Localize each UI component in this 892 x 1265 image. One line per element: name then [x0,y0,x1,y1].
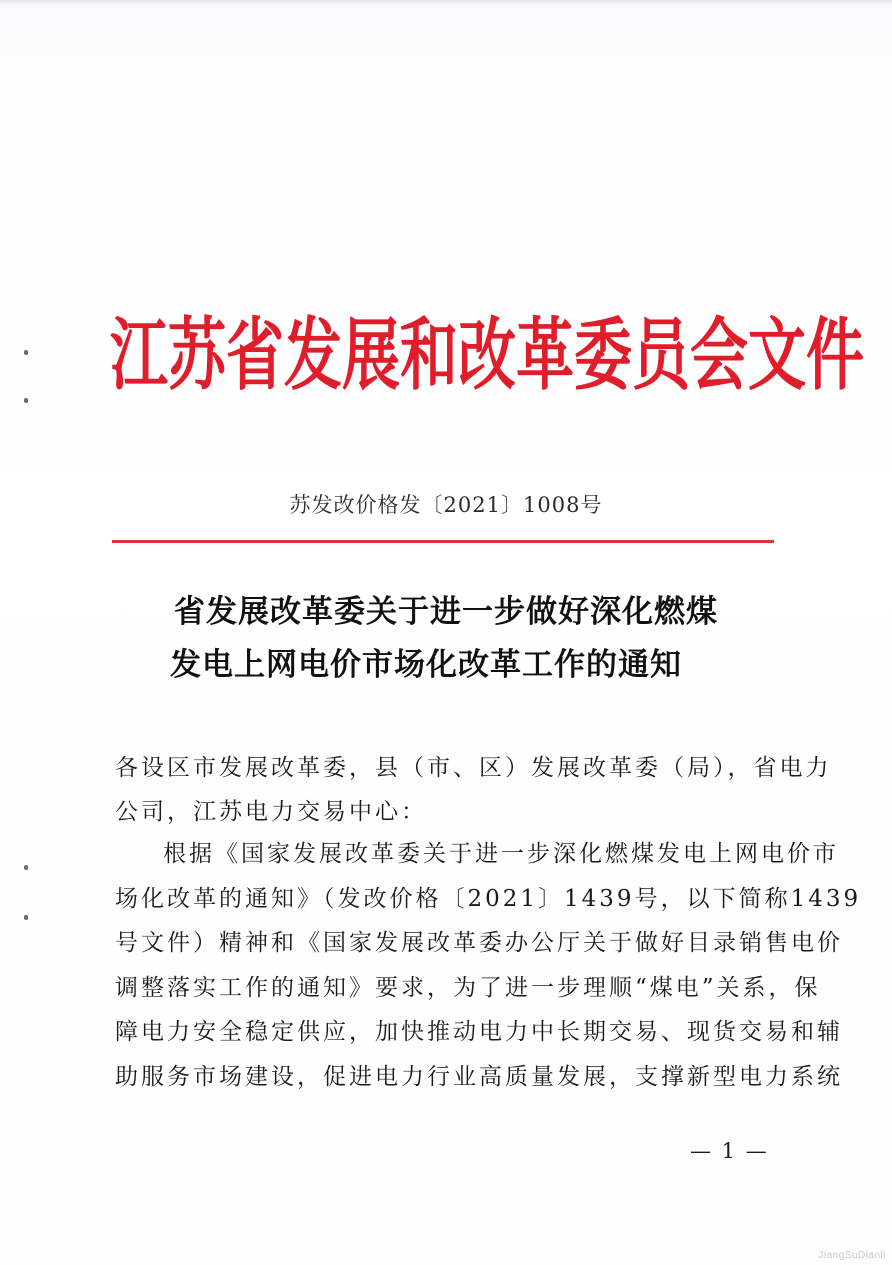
page-number: — 1 — [690,1139,769,1163]
paragraph-line: 号文件）精神和《国家发展改革委办公厅关于做好目录销售电价 [115,930,843,956]
addressee [115,746,832,834]
paragraph-line: 助服务市场建设，促进电力行业高质量发展，支撑新型电力系统 [115,1063,843,1090]
paragraph-line: 根据《国家发展改革委关于进一步深化燃煤发电上网电价市 [163,841,839,867]
notice-title-line-2: 发电上网电价市场化改革工作的通知 [170,647,682,683]
body-paragraph [115,832,862,1099]
watermark: JiangSuDianli [818,1250,886,1261]
paragraph-line: 调整落实工作的通知》要求，为了进一步理顺“煤电”关系，保 [115,974,821,1001]
binding-hole-mark [24,865,28,870]
binding-hole-mark [24,398,28,403]
paragraph-line: 场化改革的通知》（发改价格〔2021〕1439号，以下简称1439 [115,885,862,912]
paragraph-line: 障电力安全稳定供应，加快推动电力中长期交易、现货交易和辅 [115,1019,843,1045]
addressee-line: 各设区市发展改革委，县（市、区）发展改革委（局），省电力 [115,755,832,781]
addressee-line: 公司，江苏电力交易中心： [115,799,427,825]
issuer-header: 江苏省发展和改革委员会文件 [110,309,865,401]
binding-hole-mark [24,350,28,355]
notice-title-line-1: 省发展改革委关于进一步做好深化燃煤 [174,594,718,630]
binding-hole-mark [24,915,28,920]
red-separator-line [112,540,774,543]
document-number: 苏发改价格发〔2021〕1008号 [289,493,603,517]
page-top-edge [0,0,892,6]
